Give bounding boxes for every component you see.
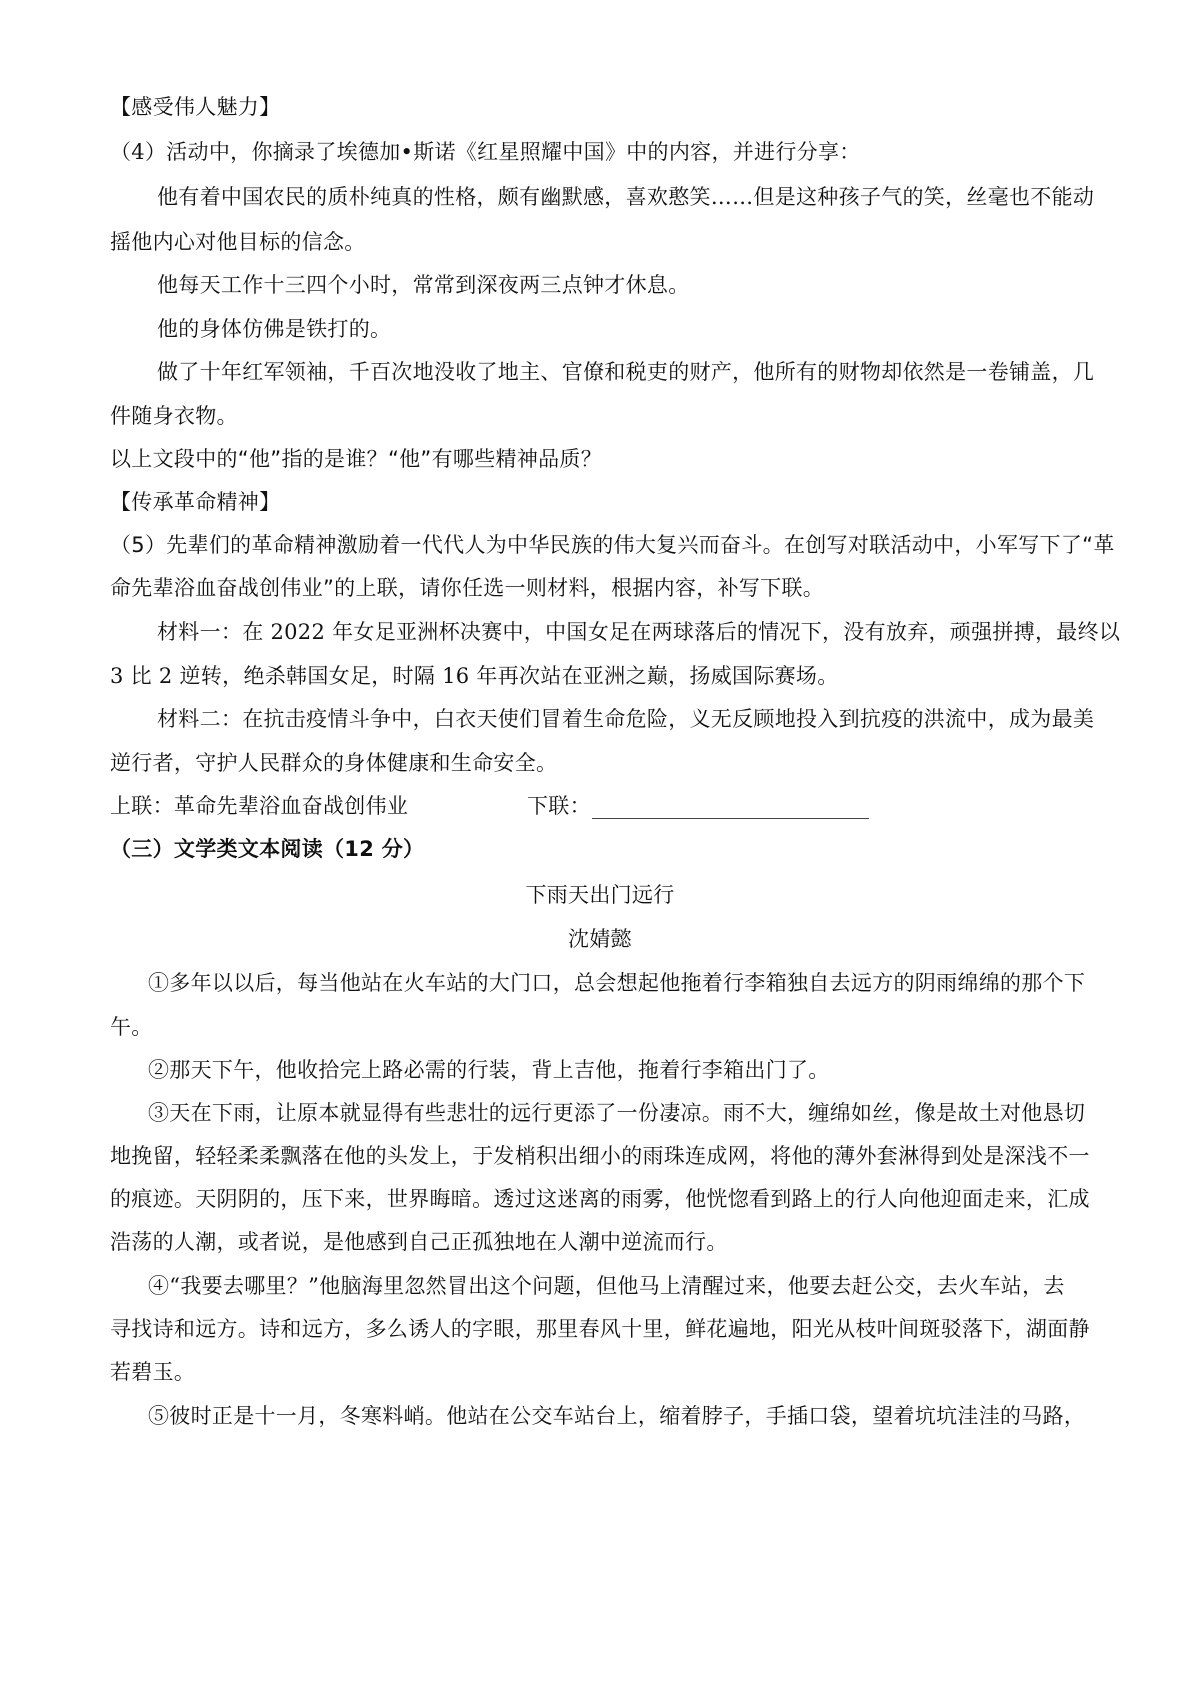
section-heading-inherit: 【传承革命精神】 [110, 490, 281, 514]
paragraph-1-line-2: 午。 [110, 1015, 153, 1039]
question-5-line-2: 命先辈浴血奋战创伟业”的上联，请你任选一则材料，根据内容，补写下联。 [110, 576, 825, 600]
excerpt-line-4: 他的身体仿佛是铁打的。 [157, 317, 392, 341]
question-4: （4）活动中，你摘录了埃德加•斯诺《红星照耀中国》中的内容，并进行分享： [110, 140, 861, 164]
paragraph-3-line-3: 的痕迹。天阴阴的，压下来，世界晦暗。透过这迷离的雨雾，他恍惚看到路上的行人向他迎面走来，汇成 [110, 1187, 1090, 1211]
section-heading-feel: 【感受伟人魅力】 [110, 95, 281, 119]
material-one-line-2: 3 比 2 逆转，绝杀韩国女足，时隔 16 年再次站在亚洲之巅，扬威国际赛场。 [110, 664, 839, 688]
material-two-line-2: 逆行者，守护人民群众的身体健康和生命安全。 [110, 751, 558, 775]
paragraph-3-line-4: 浩荡的人潮，或者说，是他感到自己正孤独地在人潮中逆流而行。 [110, 1230, 728, 1254]
article-title: 下雨天出门远行 [525, 883, 675, 907]
paragraph-4-line-2: 寻找诗和远方。诗和远方，多么诱人的字眼，那里春风十里，鲜花遍地，阳光从枝叶间斑驳落下，湖面静 [110, 1317, 1090, 1341]
paragraph-4-line-1: ④“我要去哪里？”他脑海里忽然冒出这个问题，但他马上清醒过来，他要去赶公交，去火车站，去 [148, 1274, 1065, 1298]
question-5-line-1: （5）先辈们的革命精神激励着一代代人为中华民族的伟大复兴而奋斗。在创写对联活动中，小军写下了“革 [110, 533, 1115, 557]
excerpt-line-3: 他每天工作十三四个小时，常常到深夜两三点钟才休息。 [157, 273, 690, 297]
paragraph-2: ②那天下午，他收拾完上路必需的行装，背上吉他，拖着行李箱出门了。 [148, 1058, 830, 1082]
material-one-line-1: 材料一：在 2022 年女足亚洲杯决赛中，中国女足在两球落后的情况下，没有放弃，顽强拼搏，最终以 [157, 620, 1121, 644]
excerpt-line-2: 摇他内心对他目标的信念。 [110, 230, 366, 254]
excerpt-line-1: 他有着中国农民的质朴纯真的性格，颇有幽默感，喜欢憨笑……但是这种孩子气的笑，丝毫也不能动 [157, 185, 1095, 209]
paragraph-3-line-2: 地挽留，轻轻柔柔飘落在他的头发上，于发梢积出细小的雨珠连成网，将他的薄外套淋得到处是深浅不一 [110, 1144, 1090, 1168]
paragraph-1-line-1: ①多年以以后，每当他站在火车站的大门口，总会想起他拖着行李箱独自去远方的阴雨绵绵的那个下 [148, 971, 1086, 995]
lower-couplet-label: 下联： [527, 794, 591, 818]
paragraph-4-line-3: 若碧玉。 [110, 1360, 196, 1384]
question-4-prompt: 以上文段中的“他”指的是谁？“他”有哪些精神品质？ [110, 447, 603, 471]
lower-couplet-answer-blank[interactable] [592, 818, 869, 819]
article-author: 沈婧懿 [568, 927, 632, 951]
section-heading-reading: （三）文学类文本阅读（12 分） [110, 837, 425, 861]
upper-couplet: 上联：革命先辈浴血奋战创伟业 [110, 794, 409, 818]
material-two-line-1: 材料二：在抗击疫情斗争中，白衣天使们冒着生命危险，义无反顾地投入到抗疫的洪流中，成为最美 [157, 707, 1095, 731]
excerpt-line-6: 件随身衣物。 [110, 404, 238, 428]
paragraph-5-line-1: ⑤彼时正是十一月，冬寒料峭。他站在公交车站台上，缩着脖子，手插口袋，望着坑坑洼洼的马路， [148, 1404, 1086, 1428]
paragraph-3-line-1: ③天在下雨，让原本就显得有些悲壮的远行更添了一份凄凉。雨不大，缠绵如丝，像是故土对他恳切 [148, 1101, 1086, 1125]
excerpt-line-5: 做了十年红军领袖，千百次地没收了地主、官僚和税吏的财产，他所有的财物却依然是一卷铺盖，几 [157, 360, 1095, 384]
